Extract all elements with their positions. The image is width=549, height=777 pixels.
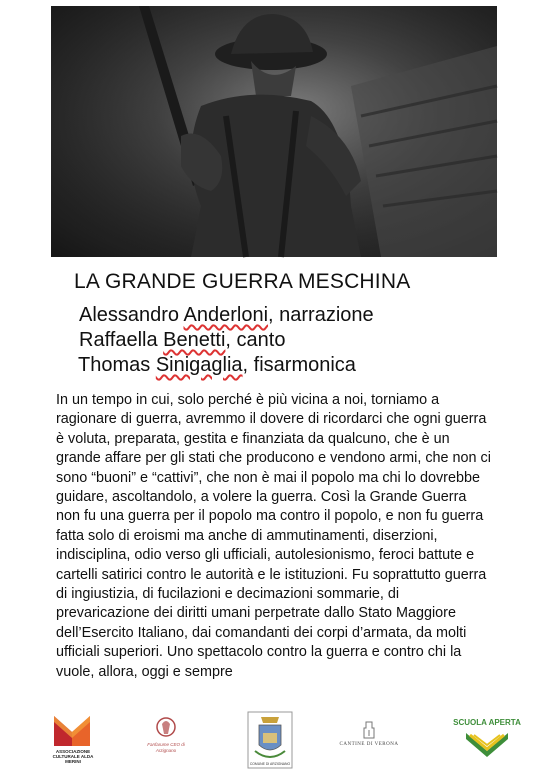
alda-merini-logo: ASSOCIAZIONE CULTURALE ALDA MERINI	[52, 712, 92, 762]
credit-song: Raffaella Benetti, canto	[79, 329, 286, 351]
soldier-photo	[51, 6, 497, 257]
cantine-verona-logo: CANTINE DI VERONA	[336, 720, 402, 758]
sponsor-logos	[40, 712, 520, 772]
event-title: LA GRANDE GUERRA MESCHINA	[74, 270, 411, 293]
soldier-illustration	[51, 6, 497, 257]
comune-caption: COMUNE DI ARZIGNANO	[249, 762, 291, 766]
credit-narration: Alessandro Anderloni, narrazione	[79, 304, 374, 326]
performer-credits	[79, 303, 374, 378]
comune-crest-logo	[247, 711, 293, 769]
credit-accordion: Thomas Sinigaglia, fisarmonica	[78, 354, 356, 376]
event-description: In un tempo in cui, solo perché è più vicina a noi, torniamo a ragionare di guerra, avremmo il dovere di ricordarci che ogni guerra è voluta, preparata, gestita e finanziata da qualcuno, che è un grande affare per gli stati che producono e vendono armi, che non ci sono “buoni” e “cattivi”, che non è mai il popolo ma chi lo dovrebbe guidare, ascoltandolo, a volere la guerra. Così la Grande Guerra non fu una guerra per il popolo ma contro il popolo, e non fu guerra fatta solo di eroismi ma anche di ammutinamenti, diserzioni, indisciplina, odio verso gli ufficiali, autolesionismo, feroci battute e cartelli satirici contro le autorità e le istituzioni. Fu soprattutto guerra di ingiustizia, di fucilazioni e decimazioni sommarie, di prevaricazione dei diritti umani perpetrate dallo Stato Maggiore dell’Esercito Italiano, dai comandanti dei corpi d’armata, da molti ufficiali superiori. Uno spettacolo contro la guerra e contro chi la vuole, allora, oggi e sempre	[56, 392, 491, 680]
scuola-aperta-logo	[453, 713, 521, 761]
scuola-caption: SCUOLA APERTA	[453, 718, 521, 727]
fanfare-logo: Fanfarume CEO di Arzignano	[148, 714, 184, 760]
